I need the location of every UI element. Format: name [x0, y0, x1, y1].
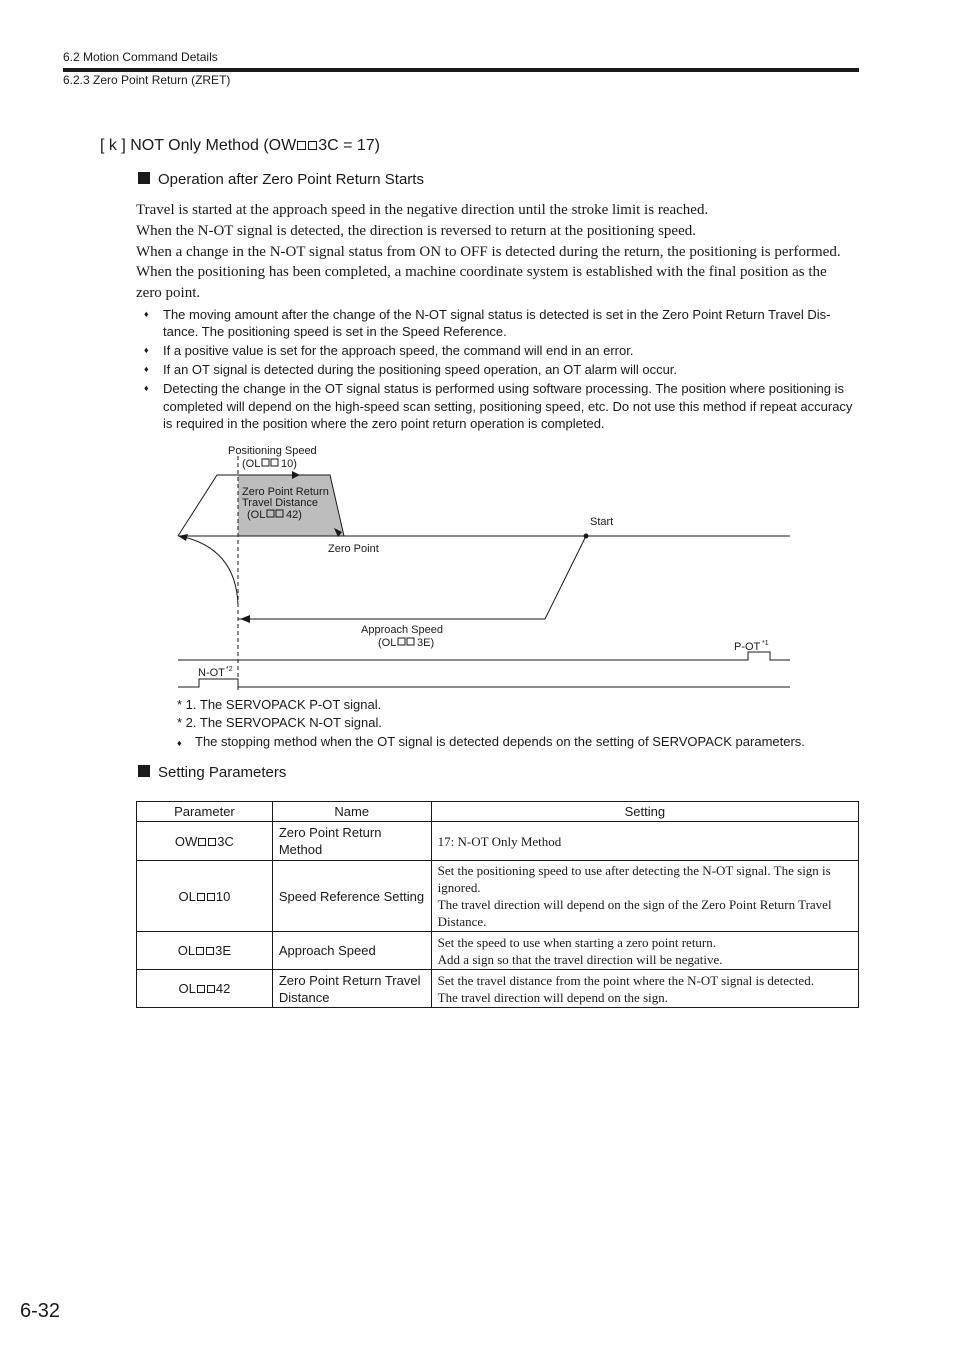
setting-cell: Set the travel distance from the point where the N-OT signal is detected. The travel direction will depend on the sign.: [431, 970, 858, 1008]
placeholder-box-icon: [198, 838, 206, 846]
not-signal-trace: [178, 679, 790, 687]
diamond-bullet-icon: ♦: [144, 364, 149, 375]
placeholder-box-icon: [207, 893, 215, 901]
pot-label: P-OT: [734, 641, 761, 653]
approach-speed-profile: [238, 536, 586, 619]
approach-speed-register: [378, 637, 434, 649]
square-bullet-icon: [138, 765, 150, 777]
placeholder-box-icon: [207, 985, 215, 993]
deceleration-curve: [180, 536, 238, 605]
paragraph-line: Travel is started at the approach speed in the negative direction until the stroke limit is reached.: [136, 202, 709, 218]
travel-distance-label-1: Zero Point Return: [242, 486, 329, 498]
placeholder-box-icon: [208, 838, 216, 846]
positioning-speed-label: Positioning Speed: [228, 445, 317, 457]
bullet-item: ♦ The moving amount after the change of the N-OT signal status is detected is set in the Zero Point Return Travel Dis-tance. The positioning speed is set in the Speed Reference.: [144, 307, 831, 340]
zero-point-label: Zero Point: [328, 543, 379, 555]
arrow-head-icon: [240, 615, 250, 623]
paragraph-line: When the N-OT signal is detected, the direction is reversed to return at the positioning speed.: [136, 222, 696, 239]
name-cell: Zero Point Return Travel Distance: [272, 970, 431, 1008]
method-heading: [ k ] NOT Only Method (OW 3C = 17): [100, 137, 380, 154]
pot-signal-trace: [178, 652, 790, 660]
settings-title: Setting Parameters: [138, 764, 286, 781]
diamond-bullet-icon: ♦: [144, 345, 149, 356]
bullet-item: ♦ If a positive value is set for the approach speed, the command will end in an error.: [144, 343, 634, 359]
not-label: N-OT: [198, 667, 225, 679]
stopping-note: ♦ The stopping method when the OT signal is detected depends on the setting of SERVOPACK parameters.: [177, 734, 805, 749]
settings-table: [136, 801, 859, 1008]
diamond-bullet-icon: ♦: [177, 738, 182, 748]
placeholder-box-icon: [398, 638, 405, 645]
setting-cell: Set the speed to use when starting a zero point return. Add a sign so that the travel direction will be negative.: [431, 932, 858, 970]
paragraph-line: zero point.: [136, 285, 201, 302]
svg-text:(OL: (OL: [247, 509, 266, 521]
setting-cell: 17: N-OT Only Method: [431, 822, 858, 861]
parameter-cell: OL 42: [137, 970, 273, 1008]
header-section: 6.2 Motion Command Details: [63, 50, 218, 64]
table-row: [137, 822, 859, 861]
name-cell: Approach Speed: [272, 932, 431, 970]
page-number: 6-32: [20, 1300, 61, 1322]
arrow-head-icon: [178, 534, 188, 541]
column-header-parameter: Parameter: [137, 802, 273, 822]
svg-text:42): 42): [286, 509, 302, 521]
positioning-speed-register: [242, 458, 297, 470]
not-footnote-mark: *2: [226, 666, 233, 673]
paragraph-line: When the positioning has been completed, a machine coordinate system is established with the final position as the: [136, 264, 827, 281]
placeholder-box-icon: [271, 459, 278, 466]
table-row: [137, 932, 859, 970]
placeholder-box-icon: [196, 947, 204, 955]
paragraph-line: When a change in the N-OT signal status from ON to OFF is detected during the return, the positioning is performed.: [136, 243, 841, 260]
setting-cell: Set the positioning speed to use after detecting the N-OT signal. The sign is ignored. The travel direction will depend on the sign of the Zero Point Return Travel Distance.: [431, 861, 858, 932]
column-header-setting: Setting: [431, 802, 858, 822]
svg-text:(OL: (OL: [242, 458, 261, 470]
parameter-cell: OL 10: [137, 861, 273, 932]
name-cell: Zero Point Return Method: [272, 822, 431, 861]
placeholder-box-icon: [197, 985, 205, 993]
footnote-2: * 2. The SERVOPACK N-OT signal.: [177, 715, 382, 730]
table-header-row: [137, 802, 859, 822]
table-row: [137, 861, 859, 932]
placeholder-box-icon: [407, 638, 414, 645]
svg-text:10): 10): [281, 458, 297, 470]
header-subsection: 6.2.3 Zero Point Return (ZRET): [63, 73, 231, 87]
placeholder-box-icon: [262, 459, 269, 466]
svg-text:3E): 3E): [417, 637, 435, 649]
bullet-item: ♦ Detecting the change in the OT signal status is performed using software processing. The position where positioning is completed will depend on the high-speed scan setting, positioning speed, etc. Do not use this method if repeat accuracy is required in the position where the zero point return operation is completed.: [144, 381, 853, 432]
table-row: [137, 970, 859, 1008]
travel-distance-label-2: Travel Distance: [242, 497, 319, 509]
approach-speed-label: Approach Speed: [361, 624, 443, 636]
svg-text:(OL: (OL: [378, 637, 397, 649]
pot-footnote-mark: *1: [762, 640, 769, 647]
diamond-bullet-icon: ♦: [144, 309, 149, 319]
name-cell: Speed Reference Setting: [272, 861, 431, 932]
parameter-cell: OW 3C: [137, 822, 273, 861]
footnote-1: * 1. The SERVOPACK P-OT signal.: [177, 697, 382, 712]
bullet-item: ♦ If an OT signal is detected during the positioning speed operation, an OT alarm will occur.: [144, 362, 678, 378]
parameter-cell: OL 3E: [137, 932, 273, 970]
placeholder-box-icon: [197, 893, 205, 901]
placeholder-box-icon: [206, 947, 214, 955]
operation-title: Operation after Zero Point Return Starts: [138, 171, 424, 188]
diamond-bullet-icon: ♦: [144, 383, 149, 394]
column-header-name: Name: [272, 802, 431, 822]
start-label: Start: [590, 516, 614, 528]
